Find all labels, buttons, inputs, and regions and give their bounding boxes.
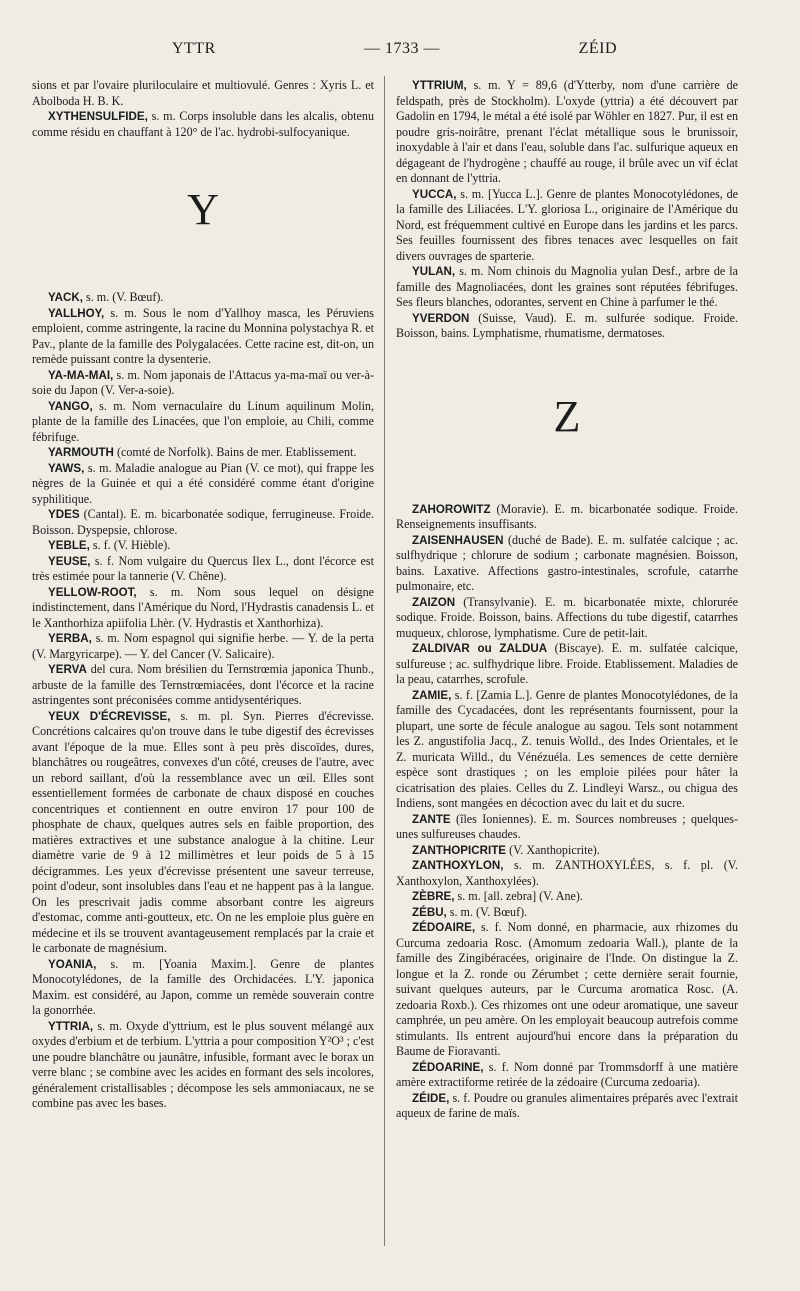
entry: [396, 889, 738, 905]
entry: [396, 641, 738, 688]
entry: [396, 264, 738, 311]
definition: s. m. (V. Bœuf).: [446, 904, 528, 919]
header-right-guideword: ZÉID: [578, 40, 617, 57]
definition: s. m. Maladie analogue au Pian (V. ce mot), qui frappe les nègres de la Guinée et qui a été considéré comme étant d'origine syphilitique.: [32, 460, 374, 506]
entry: [396, 311, 738, 342]
headword: ZANTE: [412, 812, 451, 826]
headword: YACK,: [48, 291, 84, 304]
headword: YEUX D'ÉCREVISSE,: [48, 709, 171, 723]
definition: (Transylvanie). E. m. bicarbonatée mixte, chlorurée sodique. Froide. Boisson, bains. Affections du tube digestif, catarrhes muqueux, chlorose, lymphatisme. Cure de petit-lait.: [396, 594, 738, 640]
entry: [32, 109, 374, 140]
definition: s. m. Corps insoluble dans les alcalis, obtenu comme résidu en chauffant à 120° de l'ac. hydrobi-sulfocyanique.: [32, 109, 374, 139]
headword: YANGO,: [48, 399, 93, 413]
entry: [396, 533, 738, 595]
entry-list: [396, 78, 738, 342]
definition: s. m. Nom espagnol qui signifie herbe. — Y. de la perta (V. Margyricarpe). — Y. del Cancer (V. Salicaire).: [32, 631, 374, 661]
headword: XYTHENSULFIDE,: [48, 110, 148, 123]
entry-list: [32, 290, 374, 1112]
running-header: [32, 40, 772, 70]
headword: YAWS,: [48, 461, 85, 475]
headword: YVERDON: [412, 311, 470, 325]
entry-list: [396, 502, 738, 1122]
entry: [32, 631, 374, 662]
entry: [32, 1019, 374, 1112]
entry: [396, 187, 738, 265]
headword: YA-MA-MAI,: [48, 368, 114, 382]
headword: YDES: [48, 508, 80, 521]
headword: ZÉDOAIRE,: [412, 921, 476, 934]
entry: [32, 554, 374, 585]
right-column: [396, 78, 738, 1122]
entry: [32, 709, 374, 957]
section-letter: Y: [187, 185, 219, 234]
headword: YELLOW-ROOT,: [48, 585, 137, 599]
headword: ZÈBRE,: [412, 890, 455, 903]
definition: (Biscaye). E. m. sulfatée calcique, sulfureuse ; ac. sulfhydrique libre. Froide. Etablissement. Maladies de la peau, catarrhes, scrofule.: [396, 641, 739, 686]
headword: ZAIZON: [412, 595, 456, 609]
headword: ZALDIVAR ou ZALDUA: [412, 642, 548, 655]
definition: s. m. [all. zebra] (V. Ane).: [454, 889, 583, 903]
header-left-guideword: YTTR: [172, 40, 216, 57]
entry-continuation: sions et par l'ovaire pluriloculaire et multiovulé. Genres : Xyris L. et Abolboda H. B. K.: [32, 78, 374, 108]
headword: ZAHOROWITZ: [412, 502, 491, 516]
headword: ZANTHOXYLON,: [412, 859, 504, 872]
definition: s. m. (V. Bœuf).: [83, 290, 164, 304]
headword: YOANIA,: [48, 957, 97, 971]
entry: [32, 507, 374, 538]
entry: [32, 957, 374, 1019]
entry: [396, 905, 738, 921]
entry: [32, 368, 374, 399]
definition: (Moravie). E. m. bicarbonatée sodique. Froide. Renseignements insuffisants.: [396, 501, 738, 531]
definition: s. m. Nom vernaculaire du Linum aquilinum Molin, plante de la famille des Linacées, que l'on emploie, au Chili, comme fébrifuge.: [32, 398, 374, 444]
definition: (duché de Bade). E. m. sulfatée calcique ; ac. sulfhydrique ; chlorure de sodium ; carbonate magnésien. Boisson, bains. Laxative. Affections gastro-intestinales, scrofule, catarrhe pulmonaire, etc.: [396, 532, 738, 593]
definition: s. f. [Zamia L.]. Genre de plantes Monocotylédones, de la famille des Cycadacées, dont les représentants fournissent, pour la plupart, une sorte de fécule analogue au sagou. Tels sont notamment les Z. angustifolia Jacq., Z. tenuis Wolld., des Indes Orientales, et le Z. muricata Willd., du Vénézuéla. Les semences de cette dernière espèce sont drastiques ; on les emploie pilées pour hâter la cicatrisation des plaies. Celles du Z. Lindleyi Warsz., ou chigua des Indiens, sont mangées en décoction avec du lait et du sucre.: [396, 687, 738, 810]
headword: YERVA: [48, 663, 87, 676]
entry: [396, 502, 738, 533]
column-divider: [384, 76, 385, 1246]
definition: s. m. ZANTHOXYLÉES, s. f. pl. (V. Xanthoxylon, Xanthoxylées).: [396, 858, 738, 888]
entry: [32, 662, 374, 709]
definition: (Cantal). E. m. bicarbonatée sodique, ferrugineuse. Froide. Boisson. Dyspepsie, chlorose.: [32, 507, 374, 537]
entry: [396, 920, 738, 1060]
headword: YULAN,: [412, 265, 456, 278]
definition: s. m. Nom japonais de l'Attacus ya-ma-maï ou ver-à-soie du Japon (V. Ver-a-soie).: [32, 367, 374, 397]
entry: [396, 812, 738, 843]
entry: [396, 1060, 738, 1091]
entry: [32, 461, 374, 508]
entry: [32, 585, 374, 632]
headword: YALLHOY,: [48, 306, 105, 320]
definition: s. f. Poudre ou granules alimentaires préparés avec l'extrait aqueux de farine de maïs.: [396, 1090, 738, 1120]
headword: ZÉDOARINE,: [412, 1060, 484, 1074]
entry: [396, 595, 738, 642]
headword: ZÉIDE,: [412, 1091, 450, 1105]
entry: [32, 399, 374, 446]
headword: YERBA,: [48, 632, 92, 645]
left-column: [32, 78, 374, 1112]
headword: YEUSE,: [48, 554, 91, 568]
entry: [32, 538, 374, 554]
headword: ZAMIE,: [412, 688, 452, 702]
definition: s. f. Nom vulgaire du Quercus Ilex L., dont l'écorce est très estimée pour la tannerie (V. Chêne).: [32, 553, 374, 583]
definition: s. f. Nom donné par Trommsdorff à une matière amère extractiforme retirée de la zédoaire (Curcuma zedoaria).: [396, 1059, 738, 1089]
definition: s. m. pl. Syn. Pierres d'écrevisse. Concrétions calcaires qu'on trouve dans le tube digestif des écrevisses avant l'époque de la mue. Elles sont à peu près discoïdes, dures, blanchâtres ou rougeâtres, convexes d'un côté, creuses de l'autre, avec un rebord saillant, d'où la ressemblance avec un œil. Elles sont essentiellement formées de carbonate de chaux disposé en couches concentriques et contiennent en outre environ 17 pour 100 de phosphate de chaux, quelques autres sels en faible proportion, des matières extractives et une substance analogue à la chitine. Leur diamètre varie de 9 à 12 millimètres et leur poids de 5 à 15 décigrammes. Les yeux d'écrevisse présentent une saveur terreuse, point d'odeur, sont insolubles dans l'eau et ne happent pas à la langue. On les prescrivait jadis comme absorbant contre les aigreurs d'estomac, comme anti-goutteux, etc. On ne les emploie plus guère en médecine et ils se trouvent avantageusement remplacés par la craie et le carbonate de magnésium.: [32, 708, 374, 955]
definition: (Suisse, Vaud). E. m. sulfurée sodique. Froide. Boisson, bains. Lymphatisme, rhumatisme, dermatoses.: [396, 310, 738, 340]
definition: s. m. Sous le nom d'Yallhoy masca, les Péruviens emploient, comme astringente, la racine du Monnina polystachya R. et Pav., plante de la famille des Polygalacées. Cette racine est, dit-on, un remède puissant contre la dysenterie.: [32, 305, 374, 366]
entry: [396, 858, 738, 889]
headword: ZÉBU,: [412, 905, 447, 919]
section-letter: Z: [553, 391, 581, 441]
definition: del cura. Nom brésilien du Ternstrœmia japonica Thunb., arbuste de la famille des Ternstrœmiacées, dont l'écorce et la racine astringentes sont préconisées comme antidysentériques.: [32, 662, 374, 707]
entry: [396, 78, 738, 187]
headword: YARMOUTH: [48, 446, 114, 459]
definition: s. m. Nom chinois du Magnolia yulan Desf., arbre de la famille des Magnoliacées, dont les graines sont réputées fébrifuges. Ses fleurs blanches, odorantes, servent en Chine à parfumer le thé.: [396, 264, 738, 309]
definition: (comté de Norfolk). Bains de mer. Etablissement.: [113, 445, 357, 459]
headword: YTTRIA,: [48, 1019, 94, 1033]
entry: [396, 688, 738, 812]
definition: s. m. Y = 89,6 (d'Ytterby, nom d'une carrière de feldspath, près de Stockholm). L'oxyde (yttria) a été découvert par Gadolin en 1794, le métal a été isolé par Wöhler en 1827. Pur, il est en poudre gris-noirâtre, prenant l'éclat métallique sous le brunissoir, inoxydable à l'air et dans l'eau, soluble dans l'ac. sulfurique aqueux en dégageant de l'hydrogène ; chauffé au rouge, il brûle avec un vif éclat en donnant de l'yttria.: [396, 78, 738, 185]
entry: [32, 445, 374, 461]
entry: [32, 306, 374, 368]
headword: YEBLE,: [48, 539, 90, 552]
definition: (îles Ioniennes). E. m. Sources nombreuses ; quelques-unes sulfureuses chaudes.: [396, 811, 738, 841]
definition: s. f. Nom donné, en pharmacie, aux rhizomes du Curcuma zedoaria Rosc. (Amomum zedoaria Wall.), plante de la famille des Zingibéracées, originaire de l'Inde. On distingue la Z. longue et la Z. ronde ou Zérumbet ; cette dernière serait fournie, suivant quelques auteurs, par le Curcuma aromatica Rosc. (A. zedoaria Roxb.). Ces rhizomes ont une odeur aromatique, une saveur camphrée, un peu amère. On les employait beaucoup autrefois comme stimulants. Ils entrent aujourd'hui encore dans la préparation du Baume de Fioravanti.: [396, 920, 738, 1058]
definition: s. m. [Yoania Maxim.]. Genre de plantes Monocotylédones, de la famille des Orchidacées. L'Y. japonica Maxim. est considéré, au Japon, comme un remède souverain contre la gonorrhée.: [32, 956, 374, 1017]
definition: s. m. Nom sous lequel on désigne indistinctement, dans l'Amérique du Nord, l'Hydrastis canadensis L. et le Xanthorhiza apiifolia Lhèr. (V. Hydrastis et Xanthorhiza).: [32, 584, 374, 630]
entry: [396, 843, 738, 859]
definition: (V. Xanthopicrite).: [506, 842, 600, 857]
definition: s. m. [Yucca L.]. Genre de plantes Monocotylédones, de la famille des Liliacées. L'Y. gloriosa L., originaire de l'Amérique du Nord, est fréquemment cultivé en Europe dans les jardins et les parcs. Ses feuilles fournissent des fibres tenaces avec lesquelles on fait divers ouvrages de sparterie.: [396, 186, 738, 263]
entry: [32, 290, 374, 306]
entry: [396, 1091, 738, 1122]
page-number: — 1733 —: [364, 40, 440, 57]
definition: s. f. (V. Hièble).: [89, 538, 171, 552]
headword: ZAISENHAUSEN: [412, 533, 504, 547]
headword: YTTRIUM,: [412, 79, 467, 92]
headword: YUCCA,: [412, 187, 457, 201]
headword: ZANTHOPICRITE: [412, 843, 507, 857]
definition: s. m. Oxyde d'yttrium, est le plus souvent mélangé aux oxydes d'erbium et de terbium. L'yttria a pour composition Y²O³ ; c'est une poudre blanchâtre ou jaunâtre, infusible, formant avec le borax un verre blanc ; se combine avec les acides en formant des sels incolores, généralement cristallisables ; décompose les sels ammoniacaux, ne se combine pas avec les bases.: [32, 1018, 374, 1110]
